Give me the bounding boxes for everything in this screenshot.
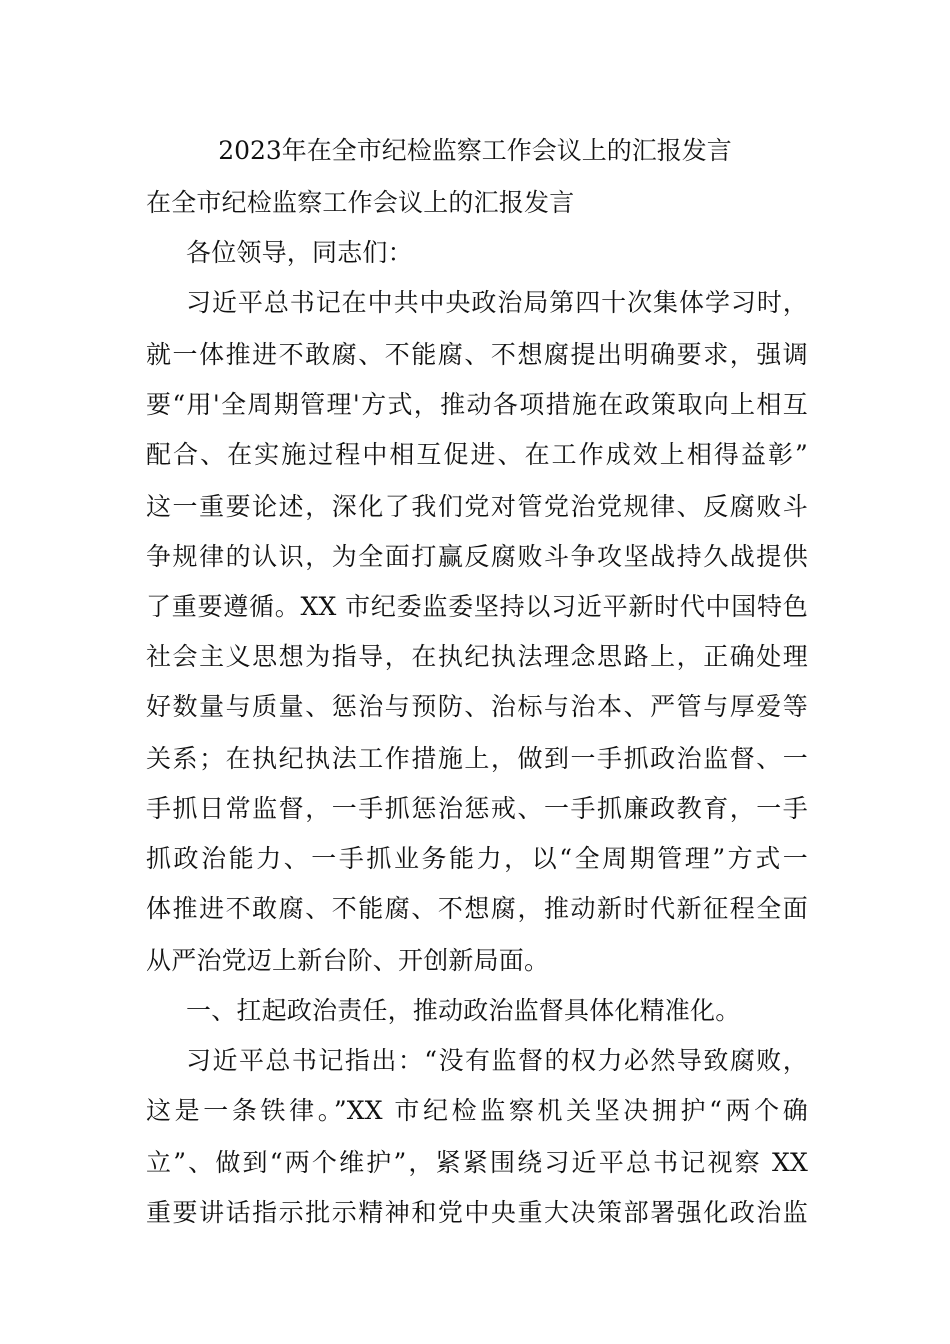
body-line: 好数量与质量、惩治与预防、治标与治本、严管与厚爱等 — [146, 692, 808, 721]
body-line: 关系；在执纪执法工作措施上，做到一手抓政治监督、一 — [146, 744, 808, 773]
body-line: 了重要遵循。XX 市纪委监委坚持以习近平新时代中国特色 — [146, 592, 808, 621]
body-line: 习近平总书记在中共中央政治局第四十次集体学习时， — [186, 288, 808, 317]
body-line: 就一体推进不敢腐、不能腐、不想腐提出明确要求，强调 — [146, 340, 808, 369]
body-line: 社会主义思想为指导，在执纪执法理念思路上，正确处理 — [146, 642, 808, 671]
body-line: 要“用'全周期管理'方式，推动各项措施在政策取向上相互 — [146, 390, 808, 419]
body-line: 从严治党迈上新台阶、开创新局面。 — [146, 946, 550, 975]
document-subtitle: 在全市纪检监察工作会议上的汇报发言 — [146, 188, 575, 217]
document-title: 2023年在全市纪检监察工作会议上的汇报发言 — [218, 136, 732, 165]
section-heading: 一、扛起政治责任，推动政治监督具体化精准化。 — [186, 996, 741, 1025]
body-line: 重要讲话指示批示精神和党中央重大决策部署强化政治监 — [146, 1198, 808, 1227]
body-line: 这一重要论述，深化了我们党对管党治党规律、反腐败斗 — [146, 492, 808, 521]
salutation: 各位领导，同志们： — [186, 238, 413, 267]
body-line: 这是一条铁律。”XX 市纪检监察机关坚决拥护“两个确 — [146, 1096, 808, 1125]
body-line: 体推进不敢腐、不能腐、不想腐，推动新时代新征程全面 — [146, 894, 808, 923]
body-line: 争规律的认识，为全面打赢反腐败斗争攻坚战持久战提供 — [146, 542, 808, 571]
body-line: 配合、在实施过程中相互促进、在工作成效上相得益彰” — [146, 440, 808, 469]
body-line: 手抓日常监督，一手抓惩治惩戒、一手抓廉政教育，一手 — [146, 794, 808, 823]
body-line: 立”、做到“两个维护”，紧紧围绕习近平总书记视察 XX — [146, 1148, 808, 1177]
body-line: 习近平总书记指出：“没有监督的权力必然导致腐败， — [186, 1046, 808, 1075]
body-line: 抓政治能力、一手抓业务能力，以“全周期管理”方式一 — [146, 844, 808, 873]
